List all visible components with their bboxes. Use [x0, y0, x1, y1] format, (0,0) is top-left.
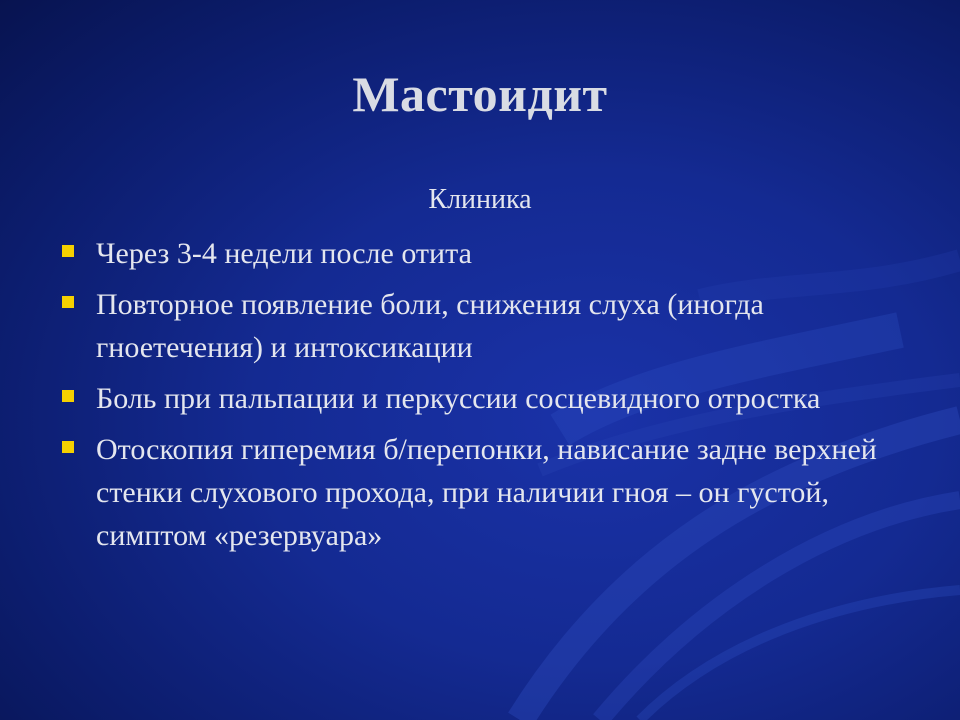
bullet-text: Через 3-4 недели после отита	[96, 237, 472, 270]
slide-title: Мастоидит	[352, 66, 608, 122]
bullet-item	[58, 232, 918, 275]
square-bullet-icon	[62, 296, 74, 308]
bullet-text: Отоскопия гиперемия б/перепонки, нависание задне верхней стенки слухового прохода, при наличии гноя – он густой, симптом «резервуара»	[96, 433, 877, 552]
square-bullet-icon	[62, 441, 74, 453]
bullet-item	[58, 377, 918, 420]
square-bullet-icon	[62, 390, 74, 402]
bullet-text: Боль при пальпации и перкуссии сосцевидного отростка	[96, 382, 821, 415]
bullet-item	[58, 283, 918, 369]
square-bullet-icon	[62, 245, 74, 257]
bullet-text: Повторное появление боли, снижения слуха (иногда гноетечения) и интоксикации	[96, 288, 764, 364]
bullet-list	[58, 232, 918, 565]
slide-subheading: Клиника	[428, 184, 532, 215]
bullet-item	[58, 428, 918, 557]
